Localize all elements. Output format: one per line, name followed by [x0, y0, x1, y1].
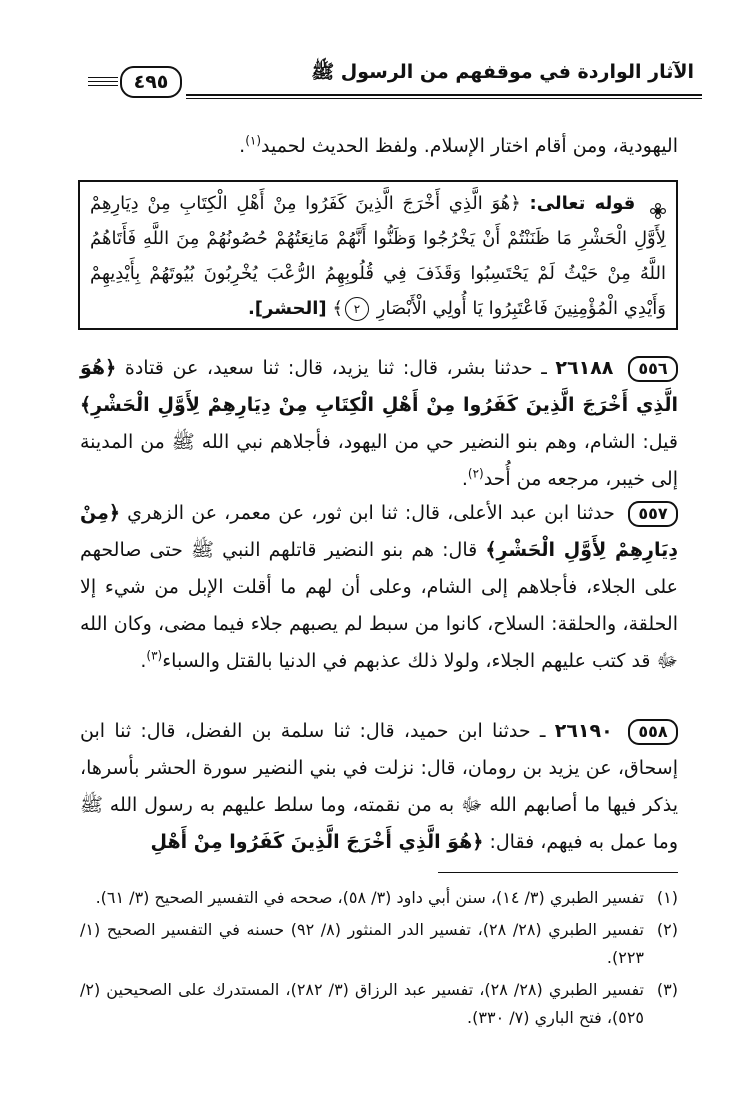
quran-quote: ﴿هُوَ الَّذِي أَخْرَجَ الَّذِينَ كَفَرُوا مِنْ أَهْلِ الْكِتَابِ مِنْ دِيَارِهِمْ لِأَوَّلِ الْحَشْرِ﴾ [80, 357, 678, 416]
footnote-marker: (٣) [146, 648, 163, 663]
footnote [80, 884, 678, 912]
hadith-entry-556 [80, 350, 678, 498]
verse-box [78, 180, 678, 330]
surah-reference: [الحشر]. [247, 298, 327, 319]
footnote [80, 976, 678, 1032]
running-title: الآثار الواردة في موقفهم من الرسول ﷺ [311, 61, 694, 83]
entry-text: حدثنا ابن عبد الأعلى، قال: ثنا ابن ثور، عن معمر، عن الزهري [127, 502, 615, 524]
ayah-number: ٢ [345, 297, 369, 321]
footnote-number: (٣) [656, 980, 678, 999]
verse-close: ﴾ [332, 298, 343, 319]
page-number: ٤٩٥ [120, 66, 182, 98]
entry-number: ٥٥٨ [628, 719, 678, 745]
quran-quote: ﴿هُوَ الَّذِي أَخْرَجَ الَّذِينَ كَفَرُوا مِنْ أَهْلِ [150, 831, 484, 853]
entry-text-cont: قيل: الشام، وهم بنو النضير حي من اليهود، فأجلاهم نبي الله ﷺ من المدينة إلى خيبر، مرجعه من أُحد [80, 431, 678, 490]
entry-end: . [461, 468, 468, 490]
footnote-marker: (١) [245, 133, 262, 148]
footnote-text: تفسير الطبري (٢٨/ ٢٨)، تفسير عبد الرزاق (٣/ ٢٨٢)، المستدرك على الصحيحين (٢/ ٥٢٥)، فتح الباري (٧/ ٣٣٠). [80, 980, 645, 1027]
entry-number: ٥٥٦ [628, 356, 678, 382]
footnote-number: (١) [656, 888, 678, 907]
footnote-text: تفسير الطبري (٢٨/ ٢٨)، تفسير الدر المنثور (٨/ ٩٢) حسنه في التفسير الصحيح (١/ ٢٢٣). [80, 920, 644, 967]
entry-text: ـ حدثنا ابن حميد، قال: ثنا سلمة بن الفضل، قال: ثنا ابن إسحاق، عن يزيد بن رومان، قال: نزلت في بني النضير سورة الحشر بأسرها، يذكر فيها ما أصابهم الله ﷻ به من نقمته، وما سلط عليهم به رسول الله ﷺ وما عمل به فيهم، فقال: [80, 720, 678, 853]
hadith-number: ٢٦١٨٨ [555, 357, 614, 379]
flower-ornament-icon [650, 196, 666, 212]
footnote-number: (٢) [656, 920, 678, 939]
page-number-ornament [88, 52, 273, 108]
entry-number: ٥٥٧ [628, 501, 678, 527]
hadith-entry-557 [80, 495, 678, 680]
intro-paragraph: اليهودية، ومن أقام اختار الإسلام. ولفظ الحديث لحميد$^{(١)}$. [239, 133, 678, 157]
ornament-line [88, 85, 118, 86]
hadith-entry-558 [80, 713, 678, 861]
verse-lead: قوله تعالى: [529, 193, 636, 214]
footnotes [80, 884, 678, 1036]
quran-quote: ﴿مِنْ دِيَارِهِمْ لِأَوَّلِ الْحَشْرِ﴾ [80, 502, 678, 561]
footnote-marker: (٢) [467, 466, 484, 481]
footnote-separator [438, 872, 678, 873]
ornament-line [88, 77, 118, 78]
entry-text: ـ حدثنا بشر، قال: ثنا يزيد، قال: ثنا سعيد، عن قتادة [124, 357, 547, 379]
entry-text-cont: قال: هم بنو النضير قاتلهم النبي ﷺ حتى صالحهم على الجلاء، فأجلاهم إلى الشام، وعلى أن لهم ما أقلت الإبل من شيء إلا الحلقة، والحلقة: السلاح، كانوا من سبط لم يصبهم جلاء فيما مضى، وكان الله ﷻ قد كتب عليهم الجلاء، ولولا ذلك عذبهم في الدنيا بالقتل والسباء [80, 539, 678, 672]
page-header [88, 52, 694, 108]
entry-end: . [140, 650, 147, 672]
ornament-line [88, 81, 118, 82]
footnote-text: تفسير الطبري (٣/ ١٤)، سنن أبي داود (٣/ ٥٨)، صححه في التفسير الصحيح (٣/ ٦١). [95, 888, 644, 907]
quran-verse: ﴿هُوَ الَّذِي أَخْرَجَ الَّذِينَ كَفَرُوا مِنْ أَهْلِ الْكِتَابِ مِنْ دِيَارِهِمْ لِأَوَّلِ الْحَشْرِ مَا ظَنَنْتُمْ أَنْ يَخْرُجُوا وَظَنُّوا أَنَّهُمْ مَانِعَتُهُمْ حُصُونُهُمْ مِنَ اللَّهِ فَأَتَاهُمُ اللَّهُ مِنْ حَيْثُ لَمْ يَحْتَسِبُوا وَقَذَفَ فِي قُلُوبِهِمُ الرُّعْبَ يُخْرِبُونَ بُيُوتَهُمْ بِأَيْدِيهِمْ وَأَيْدِي الْمُؤْمِنِينَ فَاعْتَبِرُوا يَا أُولِي الْأَبْصَارِ [90, 193, 666, 319]
footnote [80, 916, 678, 972]
intro-text: اليهودية، ومن أقام اختار الإسلام. ولفظ الحديث لحميد [261, 135, 678, 157]
hadith-number: ٢٦١٩٠ [554, 720, 613, 742]
